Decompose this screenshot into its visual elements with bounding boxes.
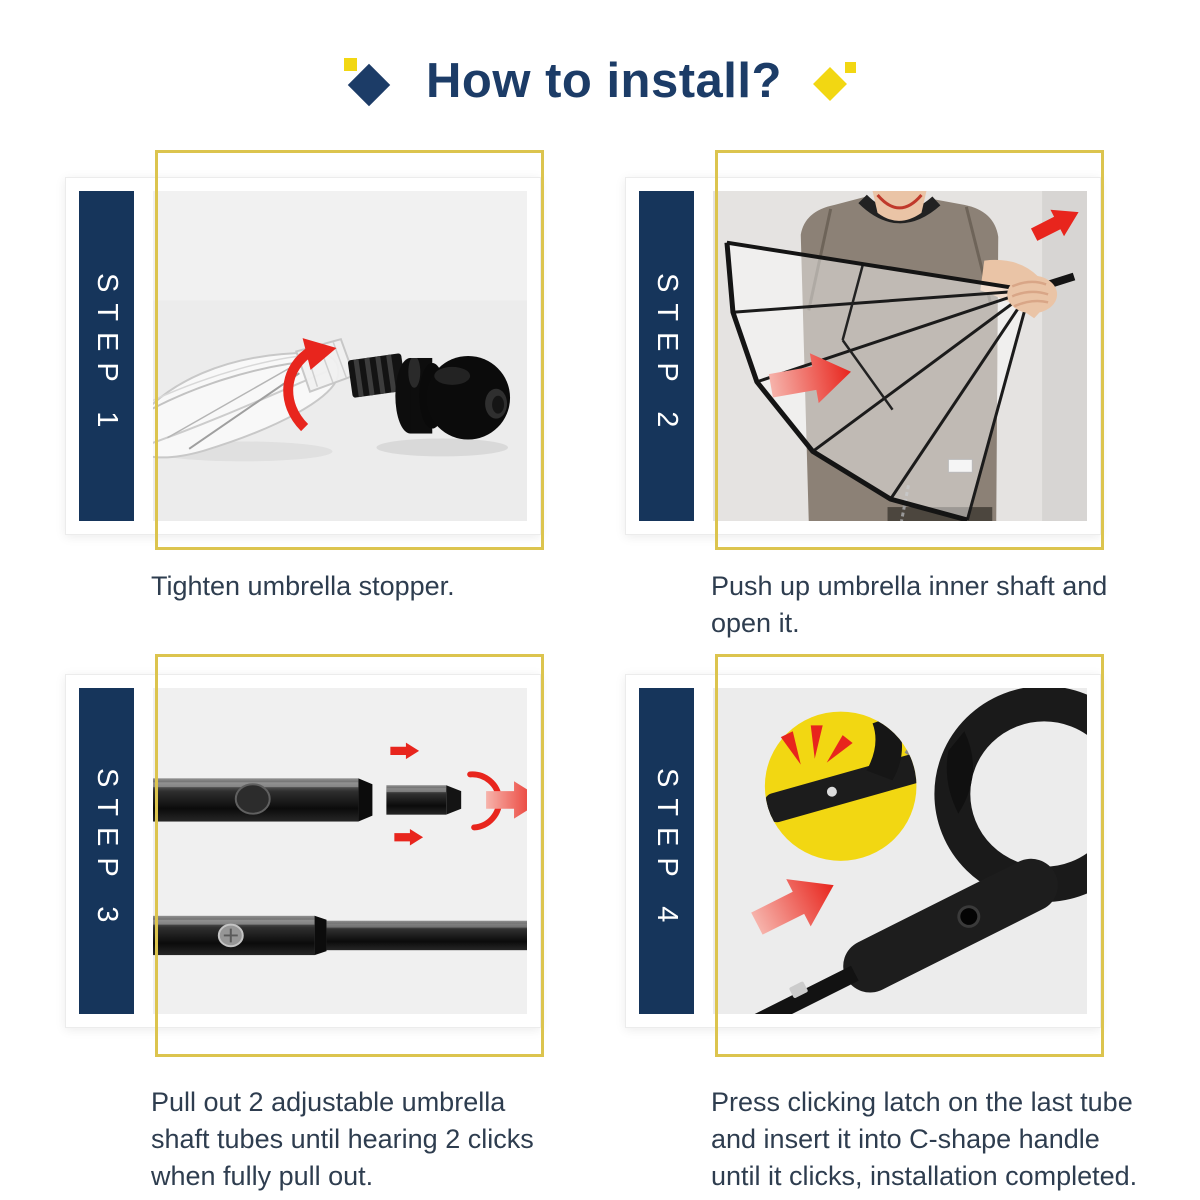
step-1-photo	[153, 191, 527, 521]
step-1-label: STEP 1	[91, 273, 123, 439]
photo-open-umbrella	[713, 191, 1087, 521]
step-4-photo	[713, 688, 1087, 1014]
step-4-panel	[625, 654, 1138, 1200]
inner-shaft-tube	[386, 785, 461, 814]
step-2-photo	[713, 191, 1087, 521]
step-1-card	[65, 177, 541, 535]
header	[0, 52, 1200, 110]
step-1-caption	[151, 568, 455, 605]
lock-button	[236, 784, 270, 813]
caption-line: and insert it into C-shape handle	[711, 1124, 1100, 1154]
caption-line: Push up umbrella inner shaft and	[711, 571, 1108, 601]
step-3-caption	[151, 1084, 534, 1195]
yellow-square-accent-icon	[344, 58, 357, 71]
yellow-diamond-icon	[813, 67, 847, 101]
photo-shaft-tubes	[153, 688, 527, 1014]
step-3-card	[65, 674, 541, 1028]
step-4-label-bar	[639, 688, 694, 1014]
caption-line: shaft tubes until hearing 2 clicks	[151, 1124, 534, 1154]
caption-line: open it.	[711, 608, 800, 638]
step-4-card	[625, 674, 1101, 1028]
title-left-diamond-icon	[344, 52, 396, 110]
caption-line: Tighten umbrella stopper.	[151, 571, 455, 601]
step-2-label: STEP 2	[651, 273, 683, 439]
photo-c-shape-handle	[713, 688, 1087, 1014]
step-2-label-bar	[639, 191, 694, 521]
umbrella-stopper-cap	[395, 356, 510, 439]
step-1-panel	[65, 150, 561, 655]
step-1-label-bar	[79, 191, 134, 521]
caption-line: until it clicks, installation completed.	[711, 1161, 1138, 1191]
outer-shaft-tube	[153, 778, 372, 821]
step-3-photo	[153, 688, 527, 1014]
step-4-label: STEP 4	[651, 768, 683, 934]
title-right-diamond-icon	[812, 54, 856, 108]
step-3-label-bar	[79, 688, 134, 1014]
step-4-caption	[711, 1084, 1137, 1195]
extended-shaft-tube	[153, 916, 527, 955]
person-hand	[1007, 275, 1057, 313]
step-2-caption	[711, 568, 1107, 642]
caption-line: Pull out 2 adjustable umbrella	[151, 1087, 506, 1117]
yellow-square-accent-icon	[845, 62, 856, 73]
caption-line: Press clicking latch on the last tube	[711, 1087, 1133, 1117]
photo-umbrella-stopper	[153, 191, 527, 521]
step-2-card	[625, 177, 1101, 535]
page-title: How to install?	[426, 54, 782, 108]
caption-line: when fully pull out.	[151, 1161, 374, 1191]
step-2-panel	[625, 150, 1121, 655]
step-3-panel	[65, 654, 561, 1200]
step-3-label: STEP 3	[91, 768, 123, 934]
